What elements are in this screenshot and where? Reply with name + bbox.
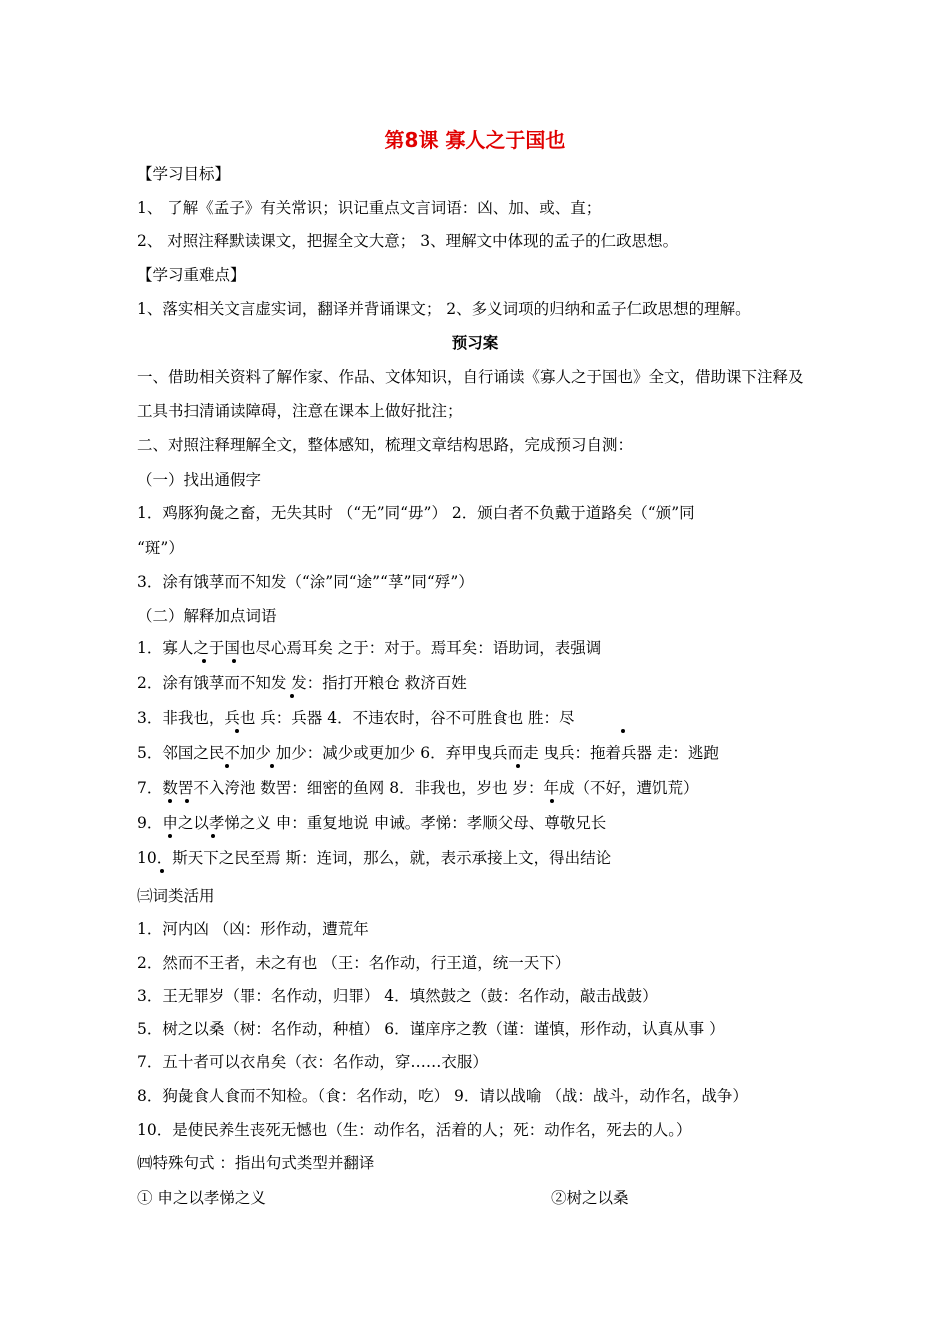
text-line: 1．鸡豚狗彘之畜，无失其时 （“无”同“毋”） 2．颁白者不负戴于道路矣（“颁”同 [137,504,695,522]
emphasis-dot [168,799,172,803]
text-line: 一、借助相关资料了解作家、作品、文体知识，自行诵读《寡人之于国也》全文，借助课下注释及 [137,368,804,386]
emphasis-dot [202,659,206,663]
text-line: 10．斯天下之民至焉 斯：连词，那么，就，表示承接上文，得出结论 [137,849,612,867]
text-line: 10．是使民养生丧死无憾也（生：动作名，活着的人；死：动作名，死去的人。） [137,1121,692,1139]
text-line: 7．五十者可以衣帛矣（衣：名作动，穿……衣服） [137,1053,488,1071]
text-line: 5．邻国之民不加少 加少：减少或更加少 6．弃甲曳兵而走 曳兵：拖着兵器 走：逃跑 [137,744,719,762]
text-line: （一）找出通假字 [137,471,262,489]
text-line: 2．涂有饿莩而不知发 发：指打开粮仓 救济百姓 [137,674,467,692]
text-line: （二）解释加点词语 [137,607,277,625]
text-line: 1．河内凶 （凶：形作动，遭荒年 [137,920,369,938]
emphasis-dot [290,694,294,698]
text-line: 【学习重难点】 [137,266,246,284]
text-line: 3．王无罪岁（罪：名作动，归罪） 4．填然鼓之（鼓：名作动，敲击战鼓） [137,987,658,1005]
question-1: ① 申之以孝悌之义 [137,1189,266,1207]
text-line: 5．树之以桑（树：名作动，种植） 6．谨庠序之教（谨：谨慎，形作动，认真从事 ） [137,1020,725,1038]
text-line: 1、落实相关文言虚实词，翻译并背诵课文； 2、多义词项的归纳和孟子仁政思想的理解。 [137,300,751,318]
question-2: ②树之以桑 [551,1189,629,1207]
emphasis-dot [160,869,164,873]
section-heading-yuxi: 预习案 [451,334,499,352]
text-line: 工具书扫清诵读障碍，注意在课本上做好批注； [137,402,463,420]
text-line: 2、 对照注释默读课文，把握全文大意； 3、理解文中体现的孟子的仁政思想。 [137,232,679,250]
emphasis-dot [225,764,229,768]
text-line: 8．狗彘食人食而不知检。（食：名作动，吃） 9．请以战喻 （战：战斗，动作名，战争） [137,1087,748,1105]
text-line: 9．申之以孝悌之义 申：重复地说 申诫。孝悌：孝顺父母、尊敬兄长 [137,814,607,832]
emphasis-dot [550,799,554,803]
emphasis-dot [211,834,215,838]
text-line: 2．然而不王者，未之有也 （王：名作动，行王道，统一天下） [137,954,571,972]
emphasis-dot [621,729,625,733]
text-line: 1、 了解《孟子》有关常识；识记重点文言词语：凶、加、或、直； [137,199,602,217]
emphasis-dot [232,659,236,663]
emphasis-dot [235,729,239,733]
page-title: 第8课 寡人之于国也 [384,128,566,152]
text-line: 二、对照注释理解全文，整体感知，梳理文章结构思路，完成预习自测： [137,436,634,454]
emphasis-dot [270,764,274,768]
text-line: ㈢词类活用 [137,887,215,905]
text-line: 1．寡人之于国也尽心焉耳矣 之于：对于。焉耳矣：语助词，表强调 [137,639,602,657]
emphasis-dot [168,834,172,838]
text-line: ㈣特殊句式 ：指出句式类型并翻译 [137,1154,375,1172]
text-line: 3．非我也，兵也 兵：兵器 4．不违农时，谷不可胜食也 胜：尽 [137,709,575,727]
text-line: 【学习目标】 [137,165,231,183]
emphasis-dot [185,799,189,803]
text-line: 7．数罟不入洿池 数罟：细密的鱼网 8．非我也，岁也 岁：年成（不好，遭饥荒） [137,779,699,797]
emphasis-dot [516,764,520,768]
text-line: “斑”） [137,539,184,557]
text-line: 3．涂有饿莩而不知发（“涂”同“途”“莩”同“殍”） [137,573,474,591]
